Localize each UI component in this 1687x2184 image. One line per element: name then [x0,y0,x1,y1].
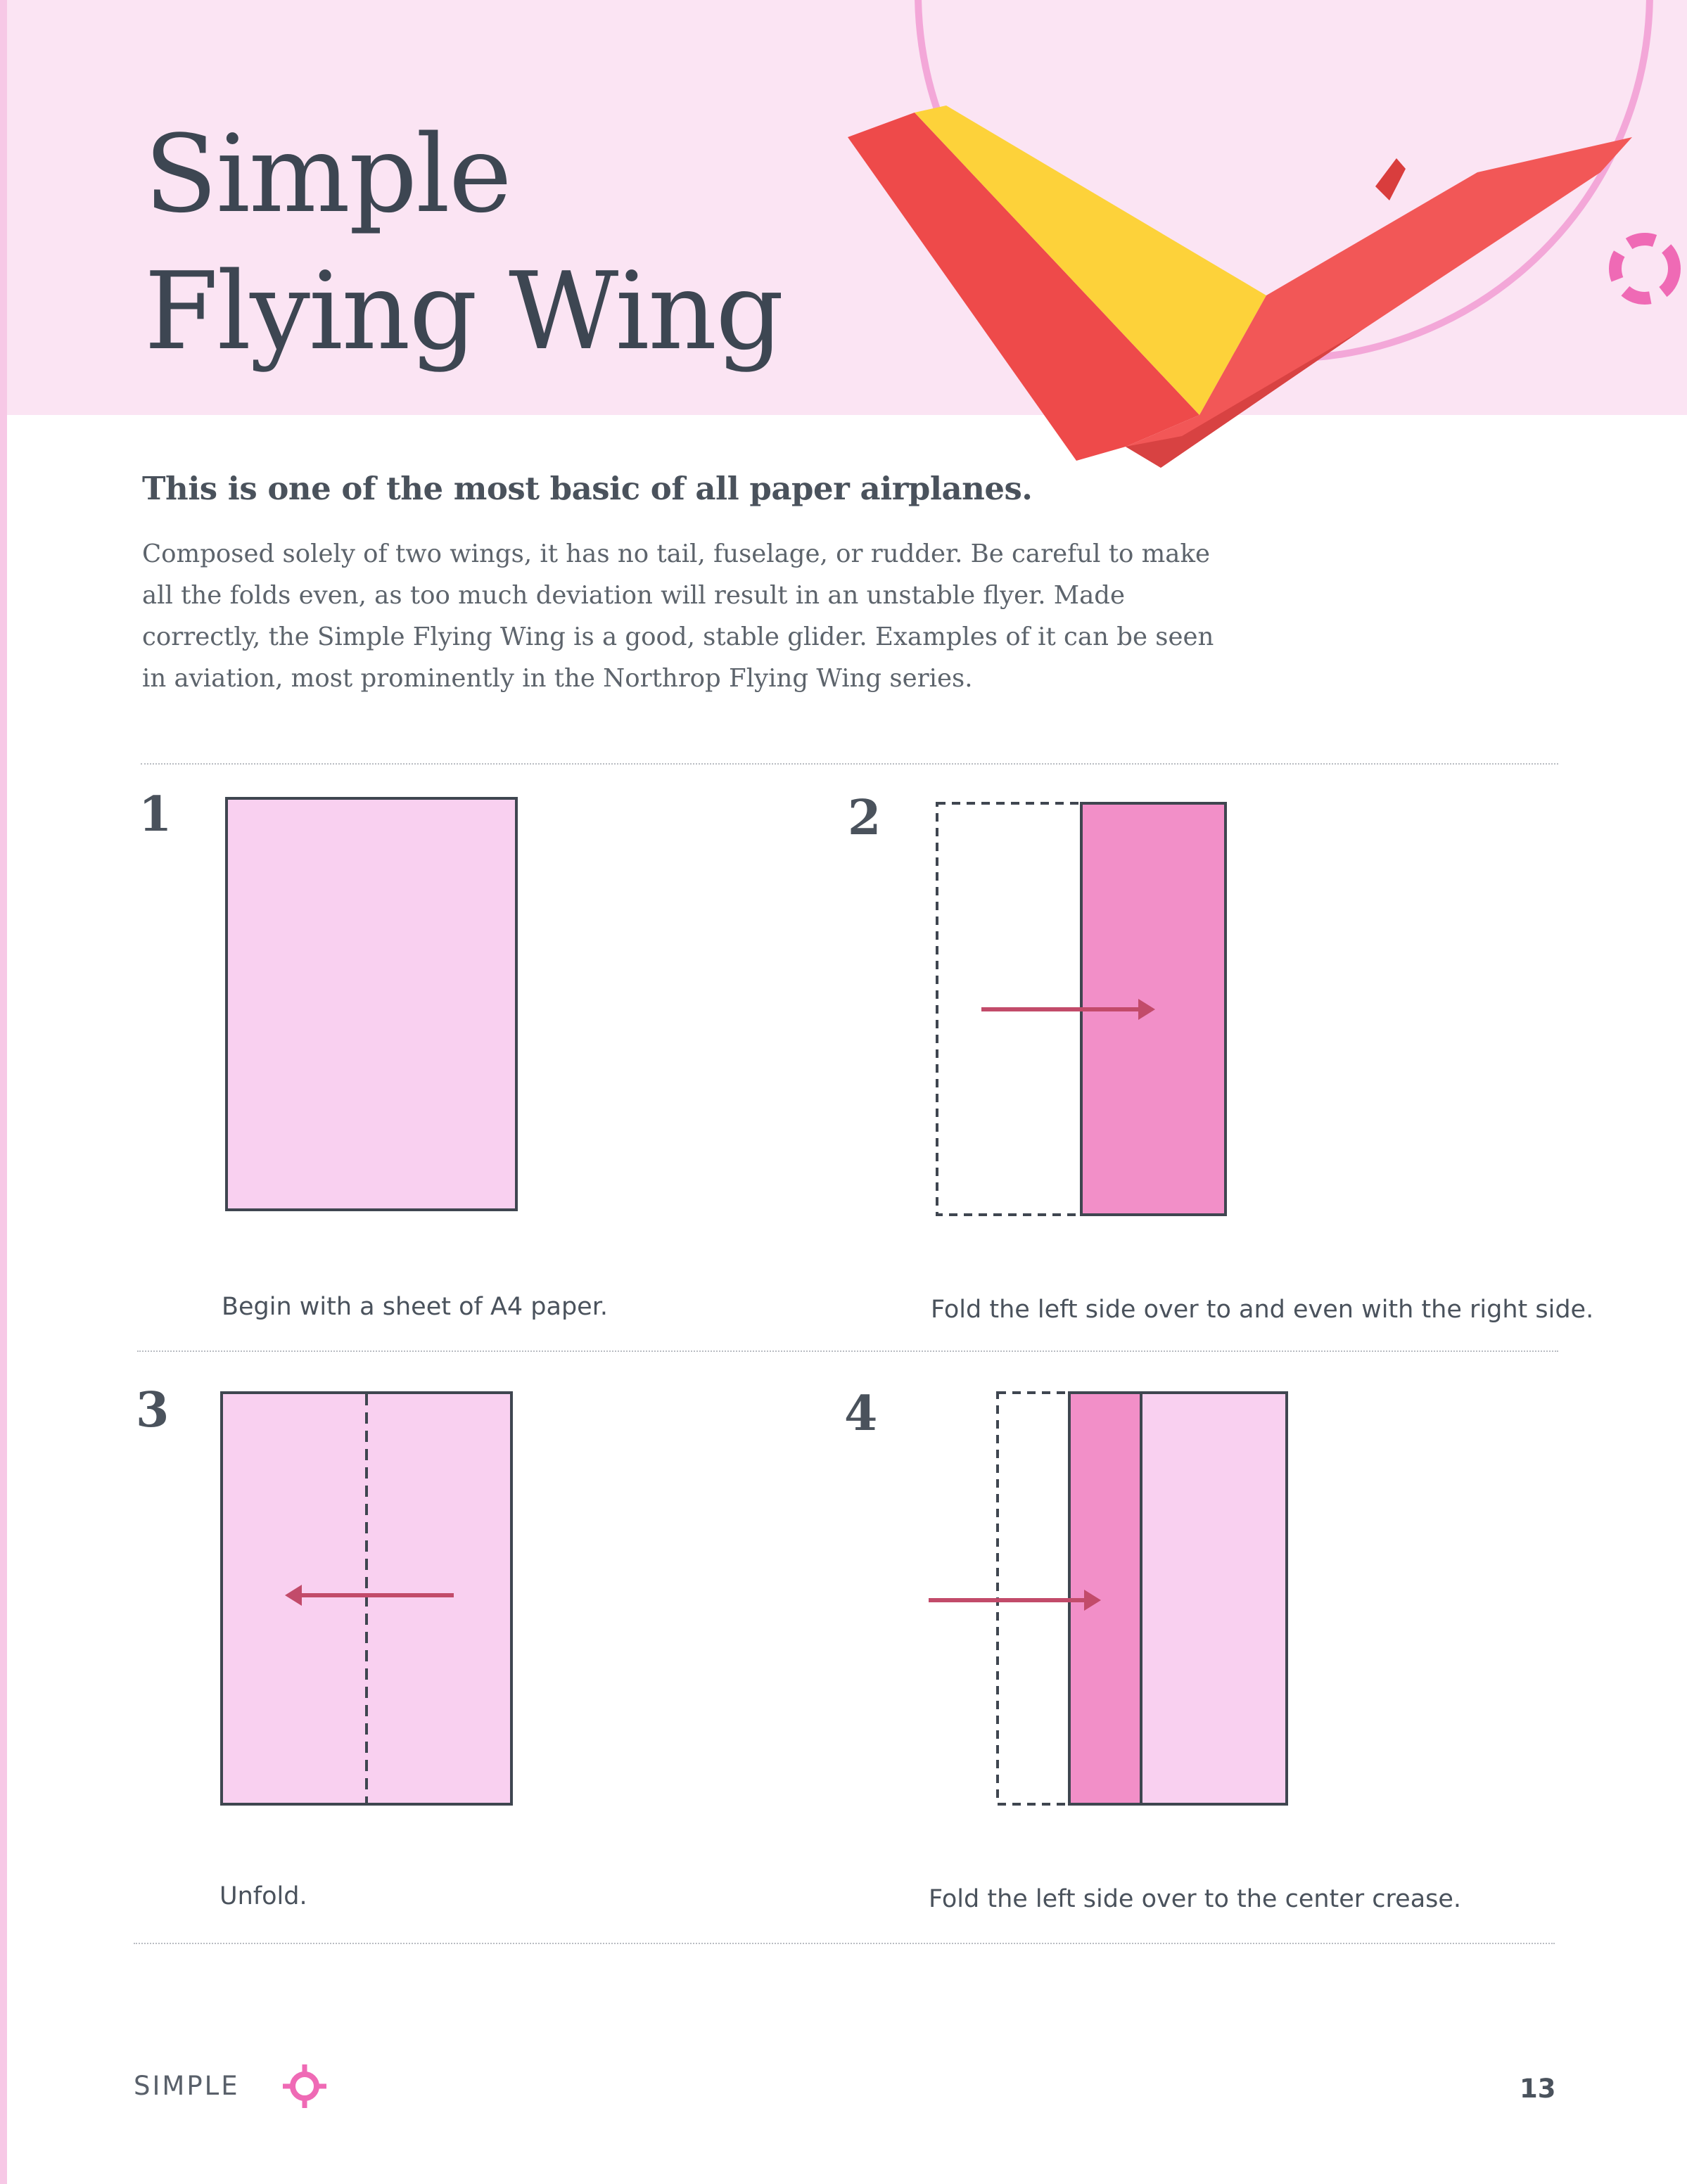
step-2-diagram [929,795,1238,1220]
crosshair-target-icon [280,2062,329,2111]
page-title [144,106,782,380]
step-4-diagram [922,1386,1301,1811]
divider-rule [137,1350,1558,1352]
paper-plane-image [848,106,1632,468]
step-3-number: 3 [136,1382,170,1438]
dashed-circle-icon [1615,239,1674,298]
section-label: SIMPLE [134,2071,240,2101]
subtitle: This is one of the most basic of all paper airplanes. [142,470,1033,507]
title-line-1: Simple [144,112,511,236]
intro-paragraph: Composed solely of two wings, it has no tail, fuselage, or rudder. Be careful to make all the folds even, as too much deviation will result in an unstable flyer. Made correctly, the Simple Flying Wing is a good, stable glider. Examples of it can be seen in aviation, most prominently in the Northrop Flying Wing series. [142,539,1214,693]
step-1-caption: Begin with a sheet of A4 paper. [222,1293,608,1321]
step-2-caption: Fold the left side over to and even with the right side. [931,1296,1594,1324]
paper-sheet [227,798,516,1210]
step-3-caption: Unfold. [219,1882,307,1910]
divider-rule [134,1943,1555,1944]
page-number: 13 [1520,2074,1556,2104]
step-4-caption: Fold the left side over to the center crease. [929,1885,1462,1913]
title-line-2: Flying Wing [144,249,783,373]
step-2-number: 2 [848,790,881,846]
step-3-diagram [215,1386,524,1811]
paper-right-half [1141,1393,1287,1804]
divider-rule [141,763,1558,765]
step-4-number: 4 [844,1386,878,1442]
step-1-diagram [218,791,528,1217]
step-1-number: 1 [139,786,172,843]
